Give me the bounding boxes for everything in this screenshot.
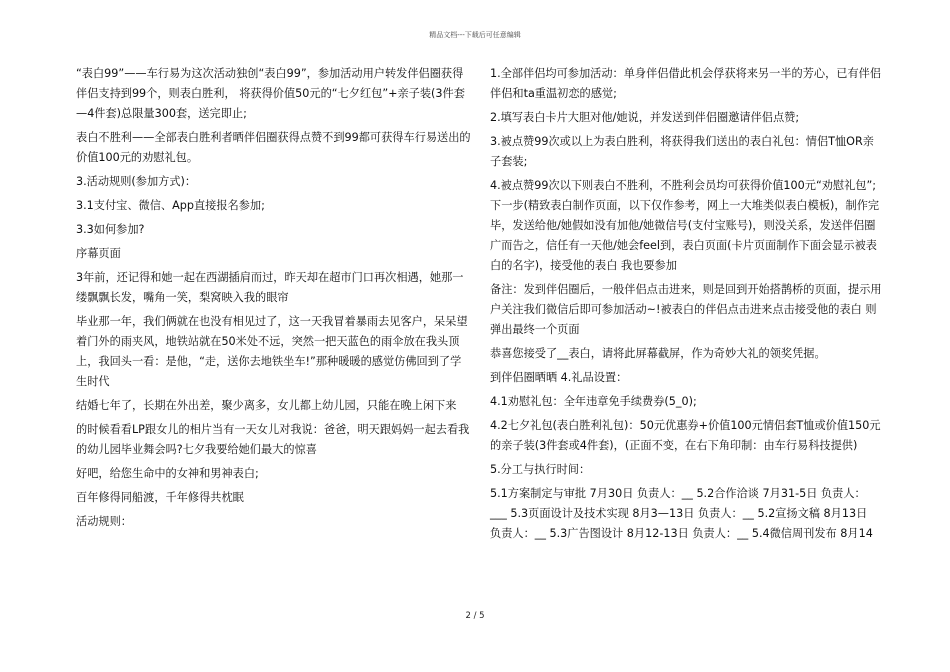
paragraph: 2.填写表白卡片大胆对他/她说，并发送到伴侣圈邀请伴侣点赞; (490, 111, 800, 124)
paragraph: 好吧，给您生命中的女神和男神表白; (76, 467, 259, 480)
paragraph: “表白99”——车行易为这次活动独创“表白99”，参加活动用户转发伴侣圈获得伴侣支持到99个，则表白胜利， 将获得价值50元的“七夕红包”+亲子装(3件套—4件套)总限量300套，送完即止; (76, 67, 465, 120)
right-column (490, 64, 882, 548)
paragraph: 3.被点赞99次或以上为表白胜利，将获得我们送出的表白礼包：情侣T恤OR亲子套装; (490, 135, 874, 168)
paragraph: 3.3如何参加? (76, 223, 145, 236)
paragraph: 5.分工与执行时间： (490, 463, 591, 476)
left-column (76, 64, 472, 536)
paragraph: 备注：发到伴侣圈后，一般伴侣点击进来，则是回到开始搭鹊桥的页面，提示用户关注我们微信后即可参加活动~!被表白的伴侣点击进来点击接受他的表白 则弹出最终一个页面 (490, 283, 882, 336)
paragraph: 3.1支付宝、微信、App直接报名参加; (76, 199, 265, 212)
page-number: 2 / 5 (465, 611, 485, 621)
paragraph: 3年前，还记得和她一起在西湖插肩而过，昨天却在超市门口再次相遇，她那一缕飘飘长发，嘴角一笑，梨窝映入我的眼帘 (76, 271, 464, 304)
paragraph: 3.活动规则(参加方式)： (76, 175, 197, 188)
paragraph: 恭喜您接受了__表白，请将此屏幕截屏，作为奇妙大礼的领奖凭据。 (490, 347, 826, 360)
paragraph: 5.1方案制定与审批 7月30日 负责人：__ 5.2合作洽谈 7月31-5日 负责人：___ 5.3页面设计及技术实现 8月3—13日 负责人：__ 5.2宣扬文稿 8月13日 负责人：__ 5.3广告图设计 8月12-13日 负责人：__ 5.4微信周刊发布 8月14 (490, 487, 873, 540)
paragraph: 4.1劝慰礼包：全年违章免手续费券(5_0); (490, 395, 697, 408)
paragraph: 序幕页面 (76, 247, 121, 260)
paragraph: 毕业那一年，我们俩就在也没有相见过了，这一天我冒着暴雨去见客户，呆呆望着门外的雨夹风，地铁站就在50米处不远，突然一把天蓝色的雨伞放在我头顶上，我回头一看：是他，“走，送你去地铁坐车!”那种暖暖的感觉仿佛回到了学生时代 (76, 315, 468, 388)
page-header: 精品文档---下载后可任意编辑 (429, 31, 521, 39)
paragraph: 的时候看看LP跟女儿的相片当有一天女儿对我说：爸爸，明天跟妈妈一起去看我的幼儿园毕业舞会吗?七夕我要给她们最大的惊喜 (76, 423, 470, 456)
paragraph: 到伴侣圈晒晒 4.礼品设置： (490, 371, 628, 384)
paragraph: 4.2七夕礼包(表白胜利礼包)：50元优惠券+价值100元情侣套T恤或价值150元的亲子装(3件套或4件套)，(正面不变，在右下角印制：由车行易科技提供) (490, 419, 881, 452)
paragraph: 结婚七年了，长期在外出差，聚少离多，女儿都上幼儿园，只能在晚上闲下来 (76, 399, 457, 412)
paragraph: 表白不胜利——全部表白胜利者晒伴侣圈获得点赞不到99都可获得车行易送出的价值100元的劝慰礼包。 (76, 131, 471, 164)
paragraph: 4.被点赞99次以下则表白不胜利，不胜利会员均可获得价值100元“劝慰礼包”;下一步(精致表白制作页面，以下仅作参考，网上一大堆类似表白模板)，制作完毕，发送给他/她假如没有加他/她微信号(支付宝账号)，则没关系，发送伴侣圈广而告之，信任有一天他/她会feel到，表白页面(卡片页面制作下面会显示被表白的名字)，接受他的表白 我也要参加 (490, 179, 880, 272)
paragraph: 百年修得同船渡，千年修得共枕眠 (76, 491, 244, 504)
paragraph: 1.全部伴侣均可参加活动：单身伴侣借此机会俘获将来另一半的芳心，已有伴侣伴侣和ta重温初恋的感觉; (490, 67, 882, 100)
paragraph: 活动规则： (76, 515, 132, 528)
